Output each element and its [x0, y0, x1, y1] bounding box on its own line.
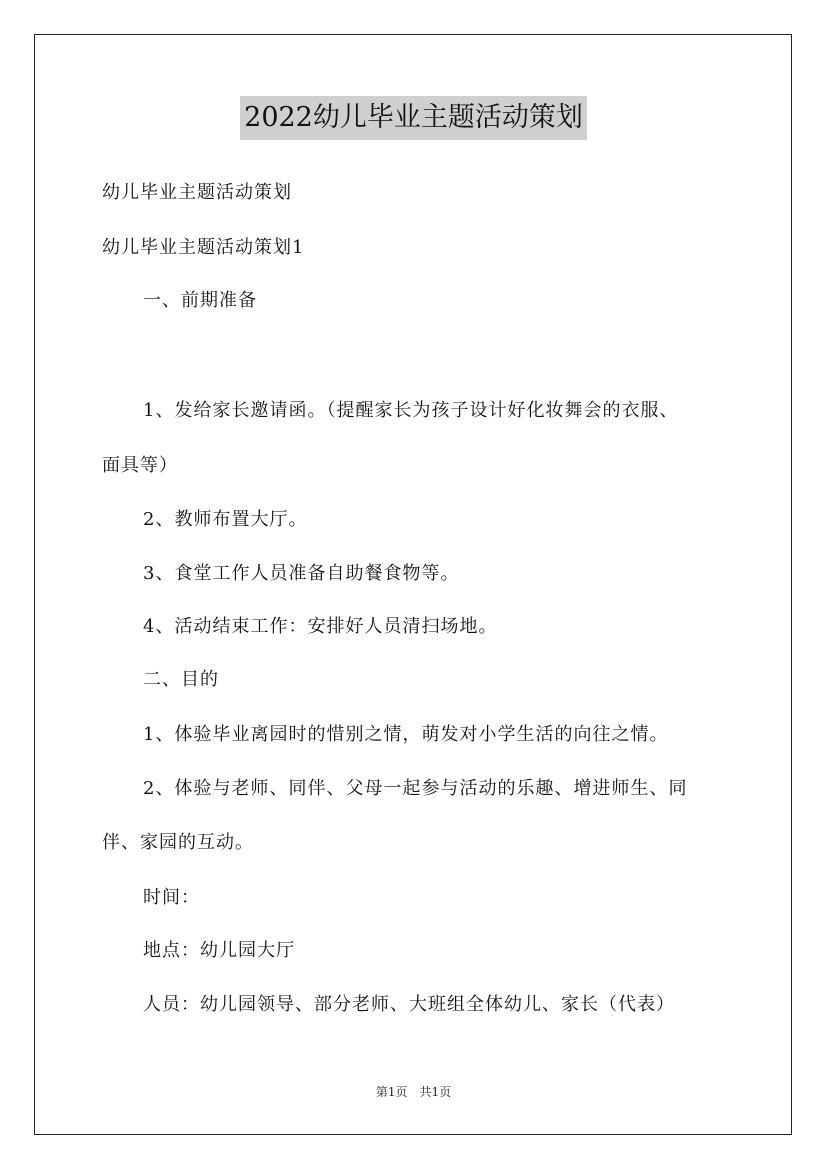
title-container	[0, 96, 827, 140]
paragraph-time: 时间：	[143, 887, 200, 908]
paragraph-subheading: 幼儿毕业主题活动策划1	[102, 237, 305, 258]
paragraph-item: 1、体验毕业离园时的惜别之情，萌发对小学生活的向往之情。	[143, 724, 669, 745]
paragraph-item: 1、发给家长邀请函。（提醒家长为孩子设计好化妆舞会的衣服、	[143, 400, 679, 421]
paragraph-item: 2、教师布置大厅。	[143, 509, 308, 530]
paragraph-item: 2、体验与老师、同伴、父母一起参与活动的乐趣、增进师生、同	[143, 778, 688, 799]
document-title: 2022幼儿毕业主题活动策划	[240, 96, 587, 140]
paragraph-location: 地点：幼儿园大厅	[143, 940, 295, 961]
paragraph-item: 4、活动结束工作：安排好人员清扫场地。	[143, 616, 498, 637]
paragraph-item: 3、食堂工作人员准备自助餐食物等。	[143, 563, 460, 584]
section-heading-purpose: 二、目的	[143, 669, 219, 690]
page-number-footer: 第1页 共1页	[375, 1085, 452, 1099]
paragraph-continuation: 伴、家园的互动。	[102, 832, 254, 853]
paragraph-continuation: 面具等）	[102, 455, 178, 476]
paragraph-heading: 幼儿毕业主题活动策划	[102, 182, 292, 203]
section-heading-prep: 一、前期准备	[143, 290, 257, 311]
paragraph-people: 人员：幼儿园领导、部分老师、大班组全体幼儿、家长（代表）	[143, 994, 675, 1015]
